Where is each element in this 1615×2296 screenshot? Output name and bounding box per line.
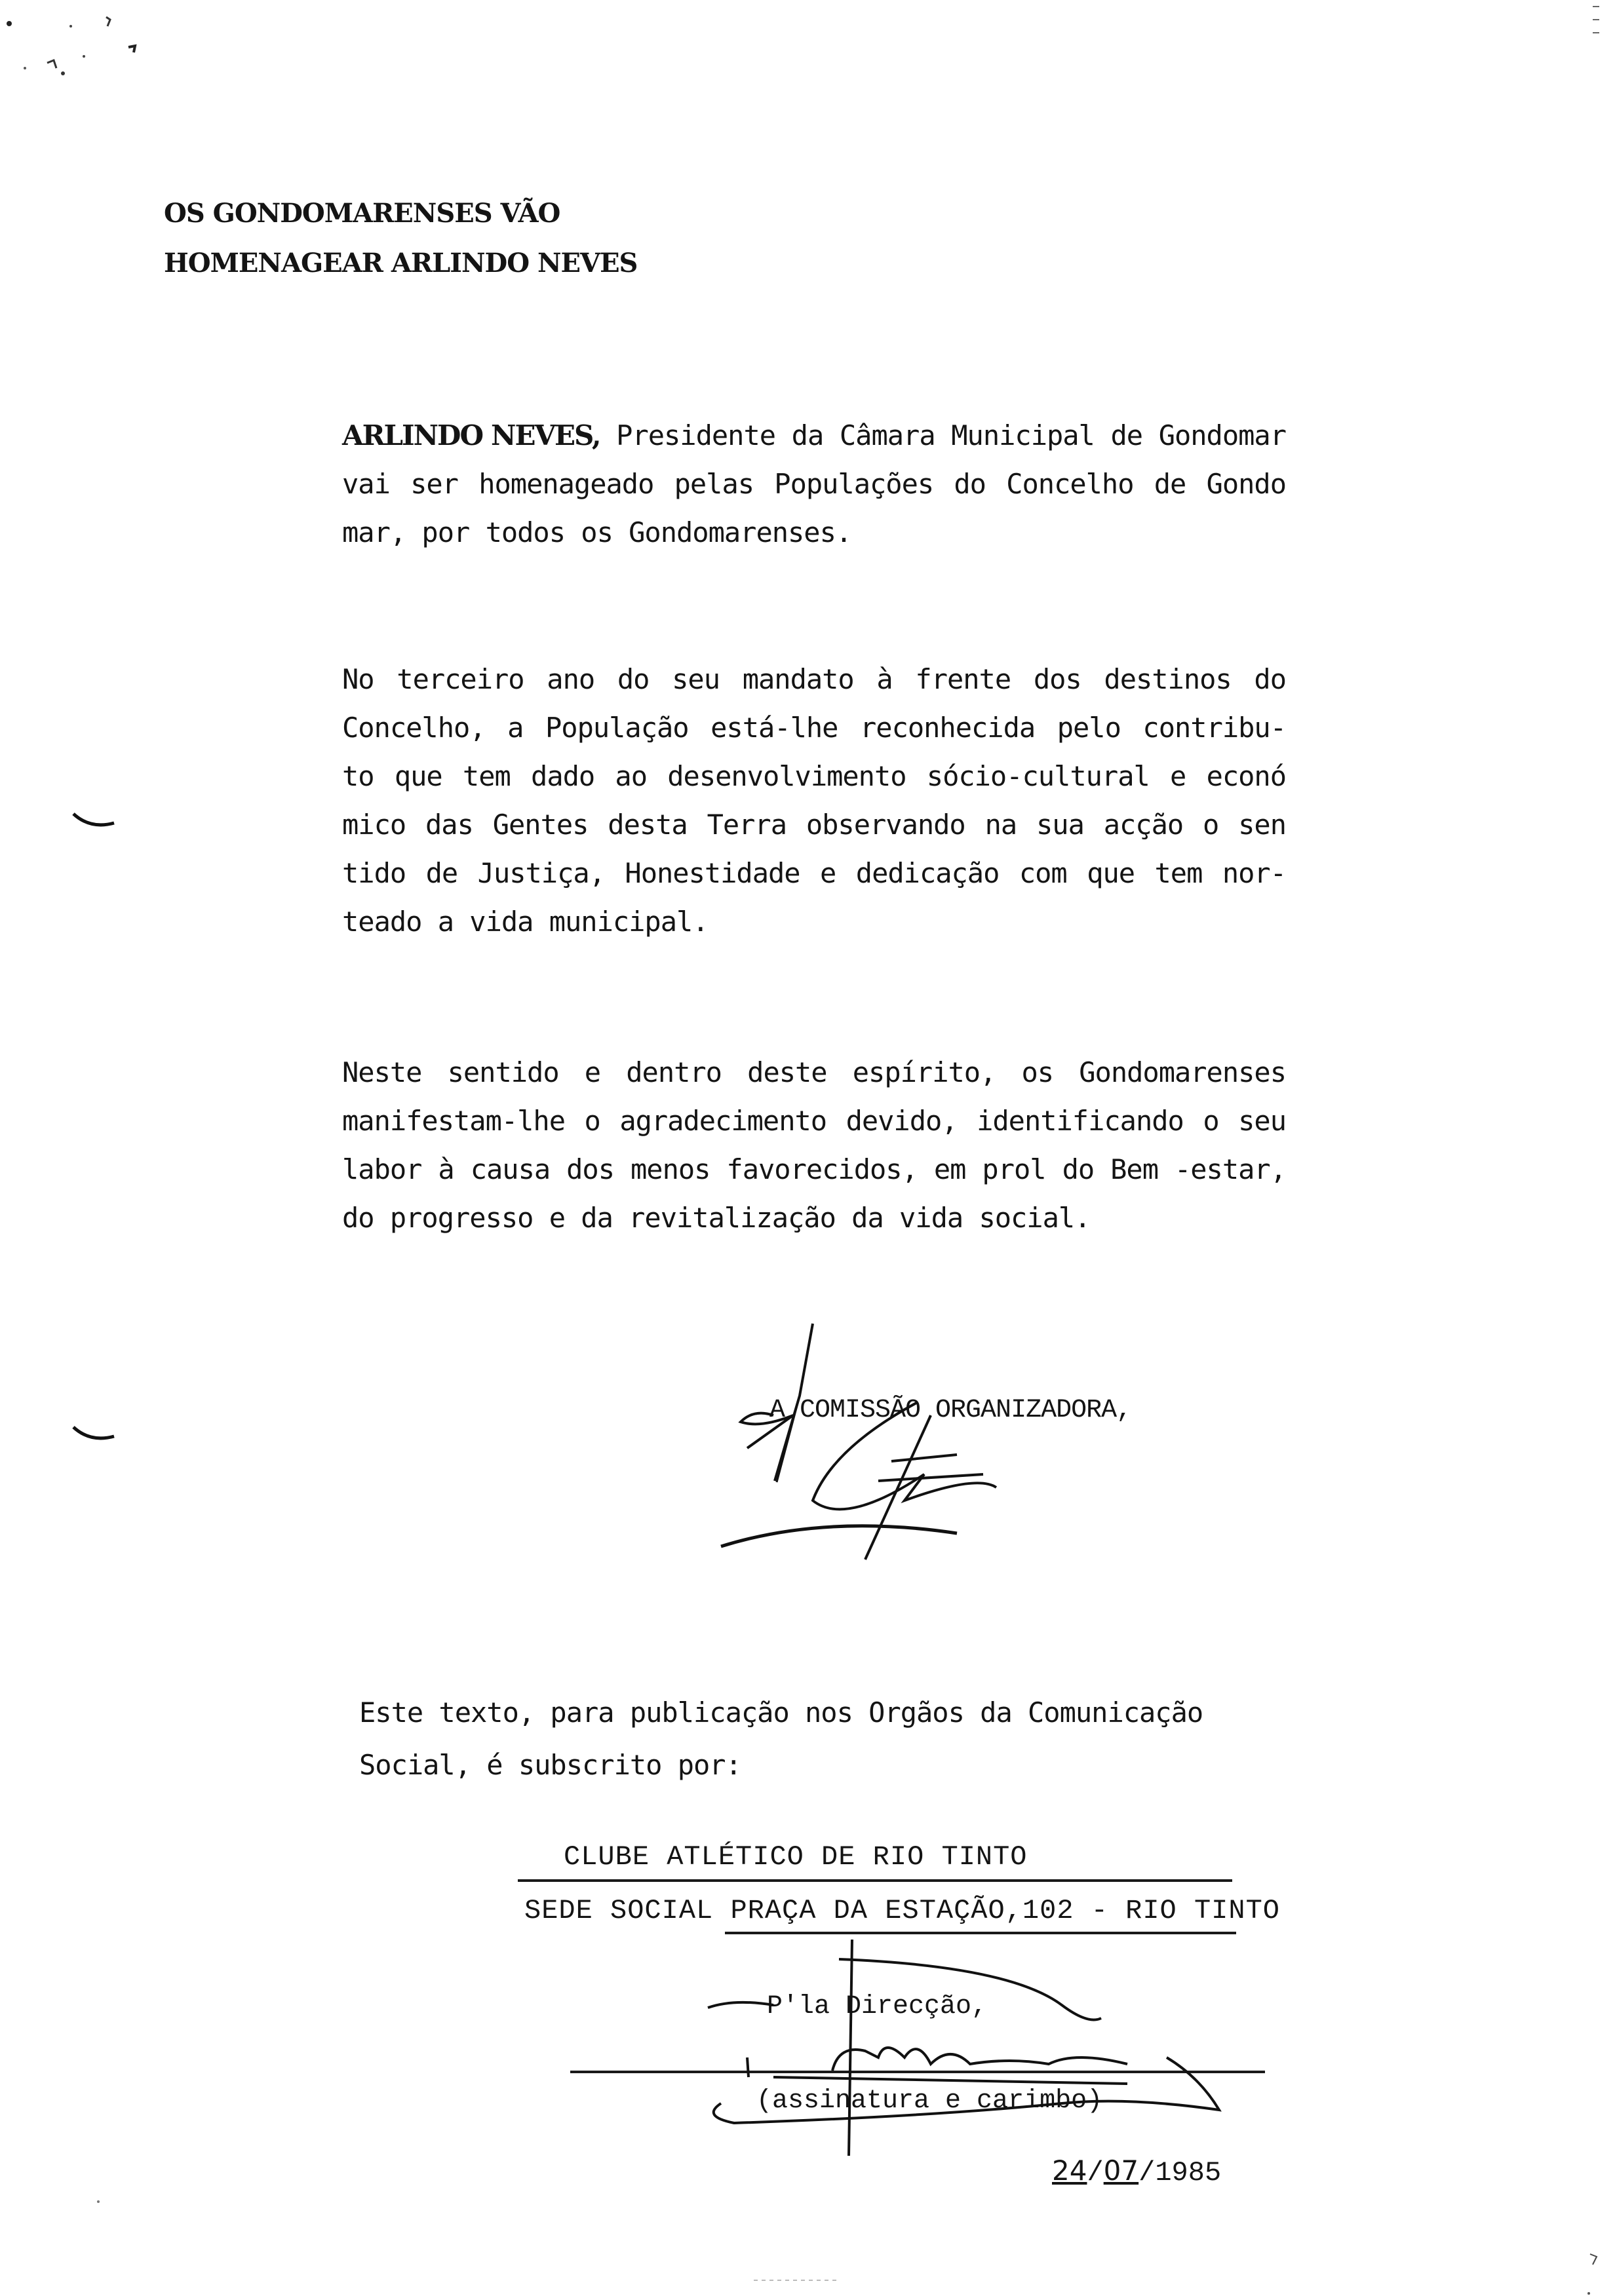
paragraph-3: Neste sentido e dentro deste espírito, os Gondomarenses manifestam-lhe o agradecimento devido, identificando o seu labor à causa dos menos favorecidos, em prol do Bem -estar, do progresso e da revitalização da vida social. [342, 1056, 1286, 1234]
date-separator: / [1087, 2157, 1104, 2189]
margin-mark [71, 810, 117, 833]
date-month: 07 [1103, 2154, 1139, 2187]
signature-caption: (assinatura e carimbo) [756, 2086, 1103, 2116]
address-underline [725, 1932, 1236, 1934]
paragraph-1 [342, 411, 1286, 557]
paragraph-2: No terceiro ano do seu mandato à frente dos destinos do Concelho, a População está-lhe reconhecida pelo contribu- to que tem dado ao desenvolvimento sócio-cultural e econó mico das Gentes desta Terra observando na sua acção o sen tido de Justiça, Honestidade e dedicação com que tem nor- teado a vida municipal. [342, 663, 1286, 938]
club-name: CLUBE ATLÉTICO DE RIO TINTO [564, 1841, 1028, 1873]
direction-label: P'la Direcção, [767, 1992, 988, 2021]
commission-closing: A COMISSÃO ORGANIZADORA, [769, 1396, 1132, 1425]
date-year: 1985 [1155, 2157, 1222, 2189]
paragraph-1-text: Presidente da Câmara Municipal de Gondomar vai ser homenageado pelas Populações do Concelho de Gondo mar, por todos os Gondomarenses. [342, 419, 1286, 548]
paragraph-1-lead: ARLINDO NEVES, [342, 419, 600, 451]
signature-line [570, 2071, 1265, 2073]
document-date [1052, 2154, 1221, 2189]
date-separator: / [1138, 2157, 1156, 2189]
headline [164, 189, 637, 288]
publication-note [359, 1687, 1251, 1791]
club-underline [518, 1879, 1232, 1882]
headline-line-2: HOMENAGEAR ARLINDO NEVES [164, 248, 638, 278]
margin-mark [71, 1423, 117, 1447]
publication-line-1: Este texto, para publicação nos Orgãos da Comunicação [359, 1696, 1203, 1729]
date-day: 24 [1052, 2154, 1087, 2187]
headline-line-1: OS GONDOMARENSES VÃO [164, 198, 560, 229]
publication-line-2: Social, é subscrito por: [359, 1749, 741, 1781]
club-address: SEDE SOCIAL PRAÇA DA ESTAÇÃO,102 - RIO TINTO [524, 1895, 1280, 1926]
